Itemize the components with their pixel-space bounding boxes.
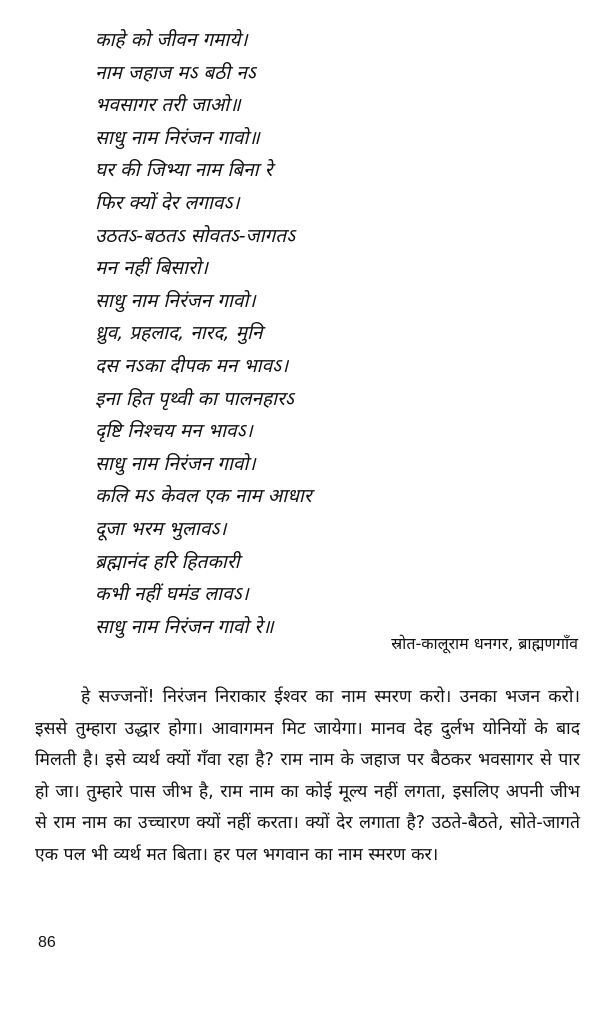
verse-line: कलि मऽ केवल एक नाम आधार (95, 485, 312, 508)
verse-line: ध्रुव, प्रहलाद, नारद, मुनि (95, 322, 263, 345)
verse-line: उठतऽ-बठतऽ सोवतऽ-जागतऽ (95, 224, 295, 247)
body-paragraph: हे सज्जनों! निरंजन निराकार ईश्वर का नाम स्मरण करो। उनका भजन करो। इससे तुम्हारा उद्धार होगा। आवागमन मिट जायेगा। मानव देह दुर्लभ योनियों के बाद मिलती है। इसे व्यर्थ क्यों गँवा रहा है? राम नाम के जहाज पर बैठकर भवसागर से पार हो जा। तुम्हारे पास जीभ है, राम नाम का कोई मूल्य नहीं लगता, इसलिए अपनी जीभ से राम नाम का उच्चारण क्यों नहीं करता। क्यों देर लगाता है? उठते-बैठते, सोते-जागते एक पल भी व्यर्थ मत बिता। हर पल भगवान का नाम स्मरण कर। (35, 687, 580, 865)
verse-line: घर की जिभ्या नाम बिना रे (95, 159, 273, 182)
verse-line: काहे को जीवन गमाये। (95, 29, 248, 51)
verse-line: ब्रह्मानंद हरि हितकारी (95, 550, 240, 573)
verse-line: फिर क्यों देर लगावऽ। (95, 191, 240, 214)
verse-line: दस नऽका दीपक मन भावऽ। (95, 354, 289, 377)
verse-line: दूजा भरम भुलावऽ। (95, 517, 227, 540)
verse-line: मन नहीं बिसारो। (95, 257, 208, 280)
verse-line: भवसागर तरी जाओ॥ (95, 94, 241, 117)
verse-line: साधु नाम निरंजन गावो रे॥ (95, 615, 274, 638)
verse-line: साधु नाम निरंजन गावो॥ (95, 126, 260, 149)
verse-line: दृष्टि निश्चय मन भावऽ। (95, 420, 253, 443)
page-number: 86 (38, 934, 56, 951)
source-attribution: स्रोत-कालूराम धनगर, ब्राह्मणगाँव (391, 634, 578, 653)
verse-line: साधु नाम निरंजन गावो। (95, 452, 256, 475)
verse-line: कभी नहीं घमंड लावऽ। (95, 583, 249, 606)
verse-block (95, 24, 575, 643)
verse-line: साधु नाम निरंजन गावो। (95, 289, 256, 312)
verse-line: नाम जहाज मऽ बठी नऽ (95, 61, 256, 84)
verse-line: इना हित पृथ्वी का पालनहारऽ (95, 387, 294, 410)
